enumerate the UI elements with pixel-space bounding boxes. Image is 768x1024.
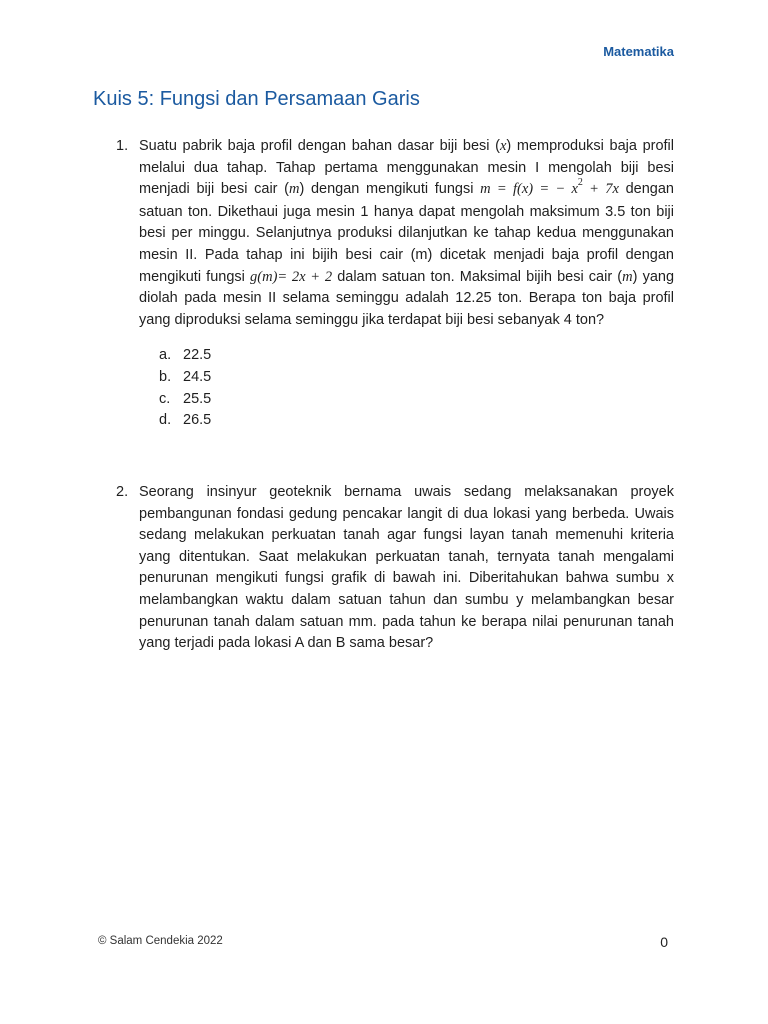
option-value: 25.5 [183,390,212,407]
math-variable-m: m [622,268,633,285]
option-letter: c. [159,390,171,407]
option-letter: a. [159,347,172,364]
page-title: Kuis 5: Fungsi dan Persamaan Garis [93,88,420,110]
option-c[interactable] [159,389,674,411]
question-1 [116,136,674,432]
formula-part: m = f(x) = − x [480,181,578,198]
text-segment: dalam satuan ton. Maksimal bijih besi cair ( [332,268,623,285]
option-letter: b. [159,368,172,385]
question-number: 1. [116,138,129,154]
option-value: 22.5 [183,347,212,364]
question-text: Seorang insinyur geoteknik bernama uwais sedang melaksanakan proyek pembangunan fondasi gedung pencakar langit di dua lokasi yang berbeda. Uwais sedang melakukan perkuatan tanah agar fungsi layan tanah memenuhi kriteria yang ditentukan. Saat melakukan perkuatan tanah, ternyata tanah mengalami penurunan mengikuti fungsi grafik di bawah ini. Diberitahukan bahwa sumbu x melambangkan waktu dalam satuan tahun dan sumbu y melambangkan besar penurunan tanah dalam satuan mm. pada tahun ke berapa nilai penurunan tanah yang terjadi pada lokasi A dan B sama besar? [139,484,674,652]
text-segment: ) dengan mengikuti fungsi [299,181,481,198]
text-segment: Suatu pabrik baja profil dengan bahan dasar biji besi ( [139,138,500,154]
math-variable-x: x [499,138,507,154]
option-a[interactable] [159,345,674,367]
option-d[interactable] [159,410,674,432]
formula-exponent: 2 [577,177,583,189]
question-text [139,136,674,331]
option-value: 26.5 [183,412,212,429]
math-formula-f [480,177,619,198]
footer-copyright: © Salam Cendekia 2022 [98,935,223,947]
question-number: 2. [116,484,129,500]
math-variable-m: m [289,181,300,198]
header-subject: Matematika [603,44,674,59]
option-value: 24.5 [183,368,212,385]
answer-options [116,345,674,431]
text-segment: ) yang diolah pada mesin II selama seminggu adalah 12.25 ton. Berapa ton baja profil yang diproduksi selama seminggu jika terdapat biji besi sebanyak 4 ton? [139,268,675,328]
question-2 [116,482,674,655]
text-segment: dengan satuan ton. Dikethaui juga mesin 1 hanya dapat mengolah maksimum 3.5 ton biji besi per minggu. Selanjutnya produksi dilanjutkan ke tahap kedua menggunakan mesin II. Pada tahap ini bijih besi cair (m) dicetak menjadi baja profil dengan mengikuti fungsi [139,181,674,285]
option-letter: d. [159,412,172,429]
text-segment: ) memproduksi baja profil melalui dua tahap. Tahap pertama menggunakan mesin I mengolah biji besi menjadi biji besi cair ( [139,138,674,198]
math-formula-g: g(m)= 2x + 2 [250,268,333,285]
option-b[interactable] [159,367,674,389]
formula-part: + 7x [582,181,619,198]
page-number: 0 [660,934,668,950]
